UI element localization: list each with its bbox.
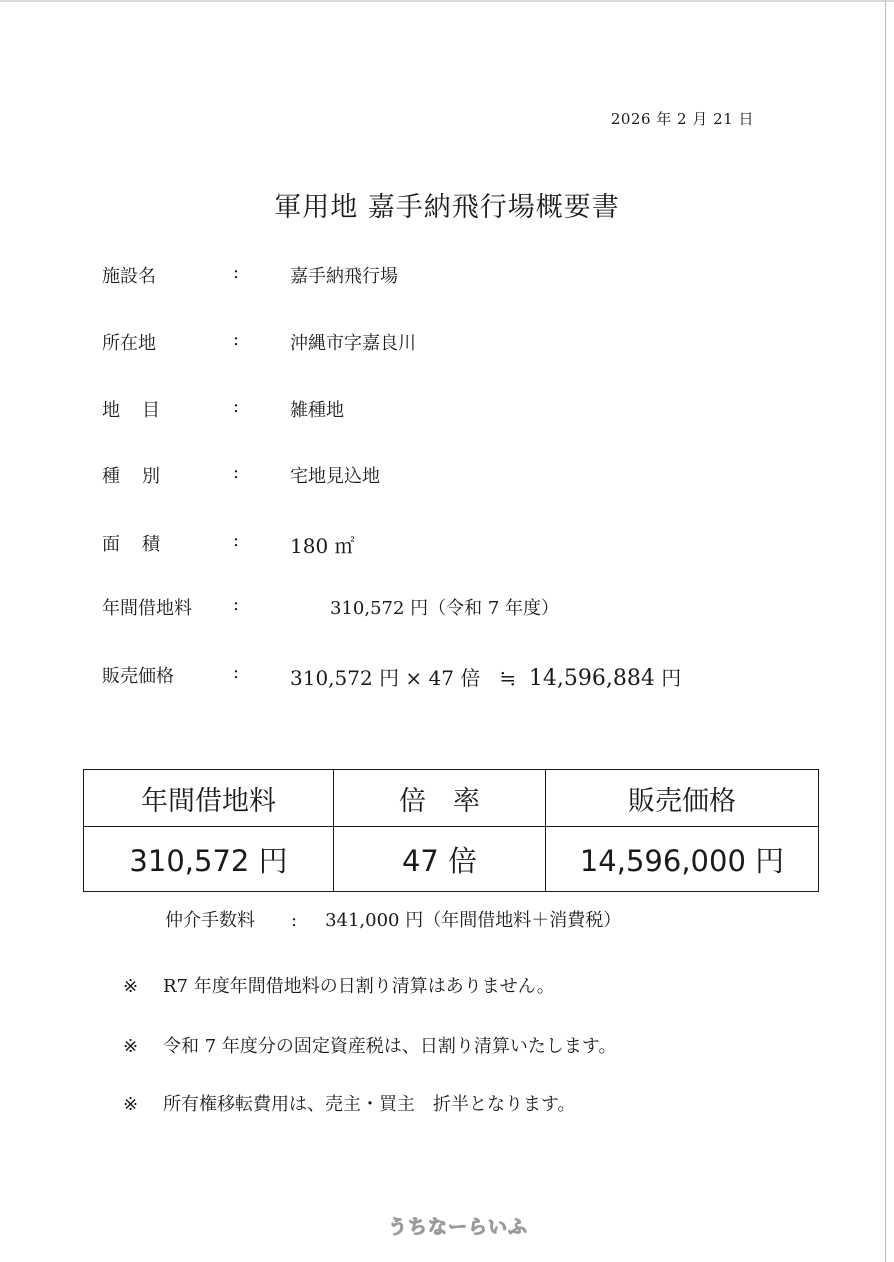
- field-label: 所在地: [102, 333, 156, 354]
- table-header-row: [84, 770, 819, 827]
- note-item: [123, 972, 555, 998]
- table-header-multiplier: 倍 率: [334, 770, 546, 827]
- fee-label: 仲介手数料: [165, 910, 255, 931]
- note-mark: ※: [123, 1094, 139, 1115]
- field-colon: :: [233, 662, 240, 683]
- field-value: 180 ㎡: [290, 534, 355, 558]
- field-row-location: [0, 329, 894, 359]
- field-label-char: 種: [102, 466, 120, 487]
- table-cell-sale-price: 14,596,000 円: [546, 827, 819, 892]
- note-mark: ※: [123, 1036, 139, 1057]
- note-mark: ※: [123, 976, 139, 997]
- field-label: [102, 462, 160, 488]
- fee-value: 341,000 円（年間借地料＋消費税）: [325, 910, 622, 931]
- field-row-annual-rent: [0, 594, 894, 624]
- field-colon: :: [233, 530, 240, 551]
- fee-colon: :: [291, 910, 298, 931]
- document-date: 2026 年 2 月 21 日: [610, 110, 754, 128]
- field-row-sale-price: [0, 662, 894, 692]
- field-label: [102, 530, 160, 556]
- field-row-land-category: [0, 396, 894, 426]
- note-text: 令和 7 年度分の固定資産税は、日割り清算いたします。: [163, 1036, 617, 1057]
- field-value: 嘉手納飛行場: [290, 266, 398, 287]
- brokerage-fee: [165, 906, 621, 932]
- field-label: 年間借地料: [102, 598, 192, 619]
- field-colon: :: [233, 396, 240, 417]
- field-colon: :: [233, 462, 240, 483]
- approx-sign: ≒: [499, 666, 517, 690]
- watermark-logo: うちなーらいふ: [388, 1216, 529, 1238]
- note-text: R7 年度年間借地料の日割り清算はありません。: [163, 976, 555, 997]
- price-unit: 円: [661, 666, 682, 690]
- field-value: 沖縄市字嘉良川: [290, 333, 416, 354]
- field-label-char: 面: [102, 534, 120, 555]
- field-label-char: 別: [142, 466, 160, 487]
- field-label: 施設名: [102, 266, 156, 287]
- document-title: 軍用地 嘉手納飛行場概要書: [274, 192, 620, 223]
- field-row-type: [0, 462, 894, 492]
- field-colon: :: [233, 329, 240, 350]
- table-header-annual-rent: 年間借地料: [84, 770, 334, 827]
- table-header-sale-price: 販売価格: [546, 770, 819, 827]
- field-label-char: 地: [102, 400, 120, 421]
- field-label: [102, 396, 160, 422]
- table-cell-annual-rent: 310,572 円: [84, 827, 334, 892]
- table-cell-multiplier: 47 倍: [334, 827, 546, 892]
- price-formula: 310,572 円 × 47 倍: [290, 666, 481, 690]
- field-value: [290, 662, 681, 691]
- summary-table: [83, 769, 819, 892]
- note-item: [123, 1032, 616, 1058]
- scan-edge-top: [0, 0, 894, 2]
- field-value: 宅地見込地: [290, 466, 380, 487]
- field-value: 310,572 円（令和 7 年度）: [330, 598, 560, 619]
- field-label-char: 積: [142, 534, 160, 555]
- note-item: [123, 1090, 576, 1116]
- field-row-area: [0, 530, 894, 560]
- field-value: 雑種地: [290, 400, 344, 421]
- price-result: 14,596,884: [528, 666, 655, 691]
- field-row-facility: [0, 262, 894, 292]
- field-colon: :: [233, 594, 240, 615]
- field-colon: :: [233, 262, 240, 283]
- field-label: 販売価格: [102, 666, 174, 687]
- table-row: [84, 827, 819, 892]
- field-label-char: 目: [142, 400, 160, 421]
- note-text: 所有権移転費用は、売主・買主 折半となります。: [163, 1094, 576, 1115]
